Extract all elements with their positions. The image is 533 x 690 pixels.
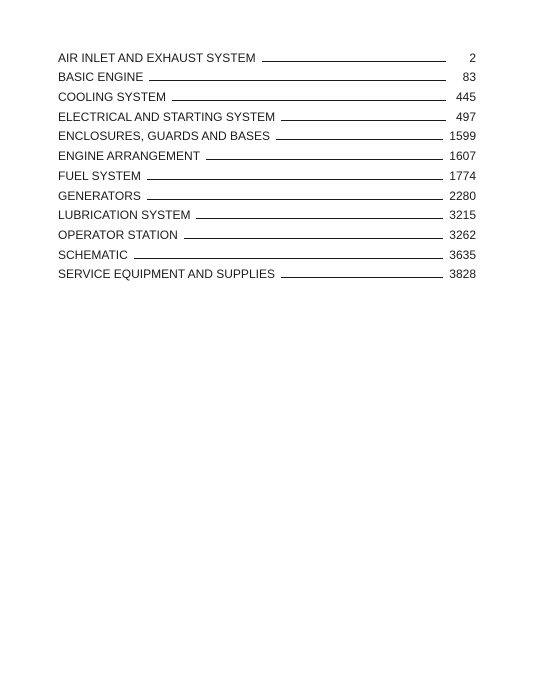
- toc-entry-page-number: 1599: [449, 129, 476, 144]
- toc-entry-title: SERVICE EQUIPMENT AND SUPPLIES: [58, 267, 275, 282]
- toc-entry-title: BASIC ENGINE: [58, 70, 144, 85]
- toc-leader-line: [149, 80, 446, 81]
- toc-entry-page-number: 3635: [449, 247, 476, 262]
- toc-entry-electrical-and-starting-system[interactable]: [58, 104, 476, 124]
- toc-entry-title: ENGINE ARRANGEMENT: [58, 149, 201, 164]
- toc-entry-page-number: 2: [469, 50, 476, 65]
- toc-leader-line: [276, 139, 443, 140]
- toc-entry-schematic[interactable]: [58, 242, 476, 262]
- toc-entry-page-number: 1774: [449, 168, 476, 183]
- toc-entry-lubrication-system[interactable]: [58, 203, 476, 223]
- toc-leader-line: [134, 258, 444, 259]
- table-of-contents: [58, 45, 476, 281]
- toc-entry-enclosures-guards-and-bases[interactable]: [58, 124, 476, 144]
- toc-entry-cooling-system[interactable]: [58, 84, 476, 104]
- toc-entry-page-number: 2280: [449, 188, 476, 203]
- toc-entry-title: AIR INLET AND EXHAUST SYSTEM: [58, 50, 256, 65]
- toc-entry-air-inlet-and-exhaust-system[interactable]: [58, 45, 476, 65]
- toc-entry-service-equipment-and-supplies[interactable]: [58, 262, 476, 282]
- toc-leader-line: [196, 218, 443, 219]
- toc-entry-title: COOLING SYSTEM: [58, 90, 167, 105]
- toc-entry-title: SCHEMATIC: [58, 247, 128, 262]
- toc-leader-line: [184, 238, 444, 239]
- toc-entry-page-number: 3828: [449, 267, 476, 282]
- toc-leader-line: [147, 199, 443, 200]
- toc-entry-page-number: 3215: [449, 208, 476, 223]
- toc-leader-line: [281, 277, 443, 278]
- toc-entry-operator-station[interactable]: [58, 222, 476, 242]
- toc-entry-fuel-system[interactable]: [58, 163, 476, 183]
- toc-entry-generators[interactable]: [58, 183, 476, 203]
- toc-leader-line: [262, 61, 446, 62]
- toc-entry-page-number: 497: [455, 109, 476, 124]
- toc-entry-title: GENERATORS: [58, 188, 141, 203]
- toc-entry-page-number: 1607: [449, 149, 476, 164]
- toc-entry-basic-engine[interactable]: [58, 65, 476, 85]
- toc-leader-line: [206, 159, 443, 160]
- toc-entry-title: ELECTRICAL AND STARTING SYSTEM: [58, 109, 276, 124]
- toc-leader-line: [281, 120, 446, 121]
- toc-entry-title: FUEL SYSTEM: [58, 168, 141, 183]
- toc-entry-title: OPERATOR STATION: [58, 227, 178, 242]
- toc-entry-page-number: 83: [462, 70, 476, 85]
- toc-leader-line: [172, 100, 446, 101]
- toc-entry-title: LUBRICATION SYSTEM: [58, 208, 191, 223]
- toc-entry-page-number: 445: [455, 90, 476, 105]
- toc-entry-engine-arrangement[interactable]: [58, 143, 476, 163]
- toc-entry-title: ENCLOSURES, GUARDS AND BASES: [58, 129, 271, 144]
- toc-leader-line: [147, 179, 443, 180]
- toc-entry-page-number: 3262: [449, 227, 476, 242]
